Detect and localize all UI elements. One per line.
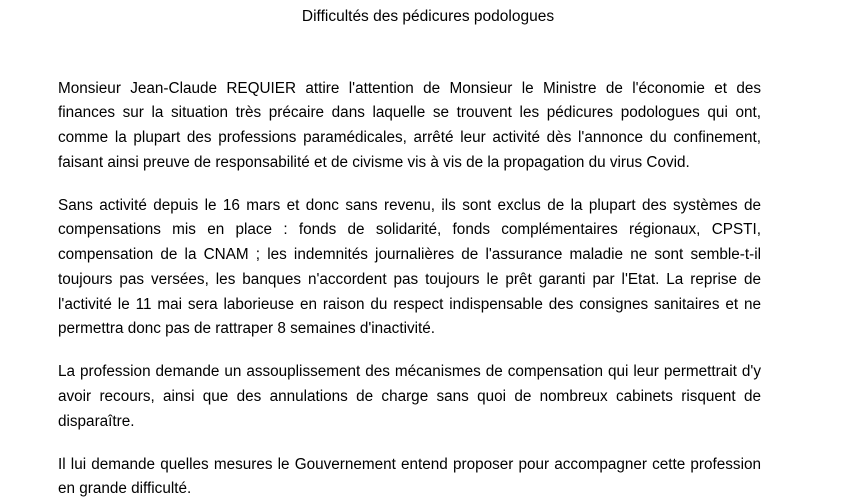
document-page bbox=[0, 8, 856, 498]
paragraph: La profession demande un assouplissement des mécanismes de compensation qui leur permettrait d'y avoir recours, ainsi que des annulations de charge sans quoi de nombreux cabinets risquent de disparaître. bbox=[58, 363, 761, 430]
paragraph: Sans activité depuis le 16 mars et donc sans revenu, ils sont exclus de la plupart des systèmes de compensations mis en place : fonds de solidarité, fonds complémentaires régionaux, CPSTI, compensation de la CNAM ; les indemnités journalières de l'assurance maladie ne sont semble-t-il toujours pas versées, les banques n'accordent pas toujours le prêt garanti par l'Etat. La reprise de l'activité le 11 mai sera laborieuse en raison du respect indispensable des consignes sanitaires et ne permettra donc pas de rattraper 8 semaines d'inactivité. bbox=[58, 196, 761, 338]
paragraph: Il lui demande quelles mesures le Gouvernement entend proposer pour accompagner cette profession en grande difficulté. bbox=[58, 455, 761, 498]
paragraph: Monsieur Jean-Claude REQUIER attire l'attention de Monsieur le Ministre de l'économie et des finances sur la situation très précaire dans laquelle se trouvent les pédicures podologues qui ont, comme la plupart des professions paramédicales, arrêté leur activité dès l'annonce du confinement, faisant ainsi preuve de responsabilité et de civisme vis à vis de la propagation du virus Covid. bbox=[58, 79, 761, 171]
page-title: Difficultés des pédicures podologues bbox=[301, 8, 555, 25]
document-body bbox=[0, 77, 856, 502]
